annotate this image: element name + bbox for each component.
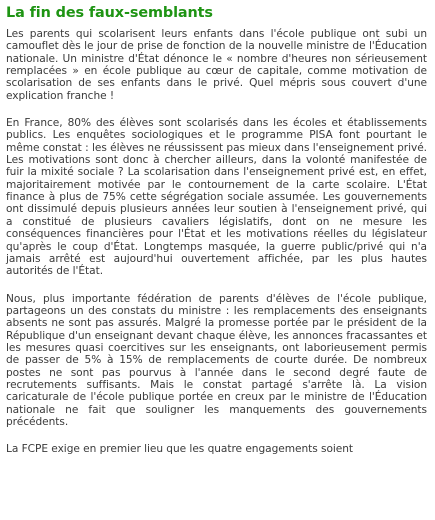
article-paragraph-2: En France, 80% des élèves sont scolarisés dans les écoles et établissements publics. Les enquêtes sociologiques et le programme PISA font pourtant le même constat : les élèves ne réussissent pas mieux dans l'enseignement privé. Les motivations sont donc à chercher ailleurs, dans la volonté manifestée de fuir la mixité sociale ? La scolarisation dans l'enseignement privé est, en effet, majoritairement motivée par le contournement de la carte scolaire. L'État finance à plus de 75% cette ségrégation sociale assumée. Les gouvernements ont dissimulé depuis plusieurs années leur soutien à l'enseignement privé, qui a constitué de plusieurs cavaliers législatifs, dont on ne mesure les conséquences financières pour l'État et les motivations réelles du législateur qu'après le coup d'État. Longtemps masquée, la guerre public/privé qui n'a jamais arrêté est aujourd'hui ouvertement affichée, par les plus hautes autorités de l'État. — [6, 117, 427, 278]
article-paragraph-4: La FCPE exige en premier lieu que les quatre engagements soient — [6, 443, 354, 456]
article-paragraph-1: Les parents qui scolarisent leurs enfants dans l'école publique ont subi un camouflet dès le jour de prise de fonction de la nouvelle ministre de l'Éducation nationale. Un ministre d'État dénonce le « nombre d'heures non sérieusement remplacées » en école publique au cœur de capitale, comme motivation de scolarisation de ses enfants dans le privé. Quel mépris sous couvert d'une explication franche ! — [6, 28, 427, 102]
article-title: La fin des faux-semblants — [6, 5, 213, 21]
article-paragraph-3: Nous, plus importante fédération de parents d'élèves de l'école publique, partageons un des constats du ministre : les remplacements des enseignants absents ne sont pas assurés. Malgré la promesse portée par le président de la République d'un enseignant devant chaque élève, les annonces fracassantes et les mesures quasi coercitives sur les enseignants, ont laborieusement permis de passer de 5% à 15% de remplacements de courte durée. De nombreux postes ne sont pas pourvus à l'année dans le second degré faute de recrutements suffisants. Mais le constat partagé s'arrête là. La vision caricaturale de l'école publique portée en creux par le ministre de l'Éducation nationale ne fait que souligner les manquements des gouvernements précédents. — [6, 292, 427, 428]
